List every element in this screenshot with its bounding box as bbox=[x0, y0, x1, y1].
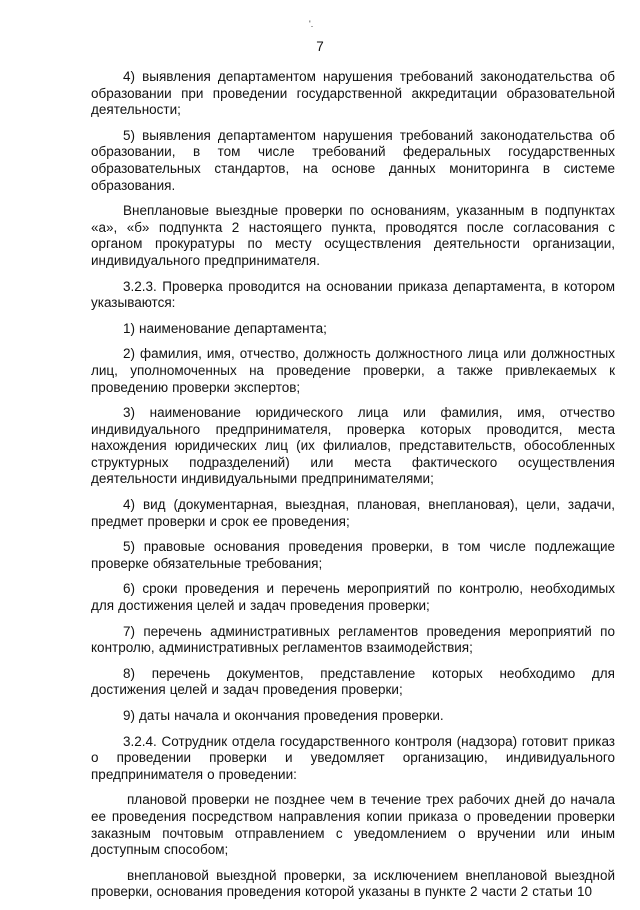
page-number: 7 bbox=[316, 39, 324, 54]
paragraph-scheduled-inspection: плановой проверки не позднее чем в течение трех рабочих дней до начала ее проведения посредством направления копии приказа о проведении проверки заказным почтовым отправлением с уведомлением о вручении или иным доступным способом; bbox=[91, 792, 615, 858]
paragraph-3-2-4: 3.2.4. Сотрудник отдела государственного контроля (надзора) готовит приказ о проведении проверки и уведомляет организацию, индивидуального предпринимателя о проведении: bbox=[91, 733, 615, 782]
list-item-5: 5) правовые основания проведения проверки, в том числе подлежащие проверке обязательные требования; bbox=[91, 539, 615, 571]
list-item-6: 6) сроки проведения и перечень мероприятий по контролю, необходимых для достижения целей и задач проведения проверки; bbox=[91, 581, 615, 614]
paragraph-3-2-3: 3.2.3. Проверка проводится на основании приказа департамента, в котором указываются: bbox=[91, 278, 615, 311]
document-body bbox=[91, 69, 615, 910]
list-item-7: 7) перечень административных регламентов проведения мероприятий по контролю, административных регламентов взаимодействия; bbox=[91, 623, 615, 656]
list-item-9: 9) даты начала и окончания проведения проверки. bbox=[123, 708, 444, 723]
list-item-3: 3) наименование юридического лица или фамилия, имя, отчество индивидуального предпринимателя, проверка которых проводится, места нахождения юридических лиц (их филиалов, представительств, обособленных структурных подразделений) или места фактического осуществления деятельности индивидуальными предпринимателями; bbox=[91, 405, 615, 487]
paragraph-item-5: 5) выявления департаментом нарушения требований законодательства об образовании, в том числе требований федеральных государственных образовательных стандартов, на основе данных мониторинга в системе образования. bbox=[91, 127, 615, 193]
paragraph-item-4: 4) выявления департаментом нарушения требований законодательства об образовании при проведении государственной аккредитации образовательной деятельности; bbox=[91, 69, 615, 118]
list-item-8: 8) перечень документов, представление которых необходимо для достижения целей и задач проведения проверки; bbox=[91, 665, 615, 698]
list-item-4: 4) вид (документарная, выездная, плановая, внеплановая), цели, задачи, предмет проверки и срок ее проведения; bbox=[91, 497, 615, 529]
list-item-2: 2) фамилия, имя, отчество, должность должностного лица или должностных лиц, уполномоченных на проведение проверки, а также привлекаемых к проведению проверки экспертов; bbox=[91, 346, 615, 395]
paragraph-unscheduled-inspections: Внеплановые выездные проверки по основаниям, указанным в подпунктах «а», «б» подпункта 2 настоящего пункта, проводятся после согласования с органом прокуратуры по месту осуществления деятельности организации, индивидуального предпринимателя. bbox=[91, 203, 615, 268]
list-item-1: 1) наименование департамента; bbox=[123, 320, 327, 336]
paragraph-unscheduled-field-inspection: внеплановой выездной проверки, за исключением внеплановой выездной проверки, основания проведения которой указаны в пункте 2 части 2 статьи 10 bbox=[91, 867, 615, 900]
scan-mark: '. bbox=[309, 19, 314, 29]
